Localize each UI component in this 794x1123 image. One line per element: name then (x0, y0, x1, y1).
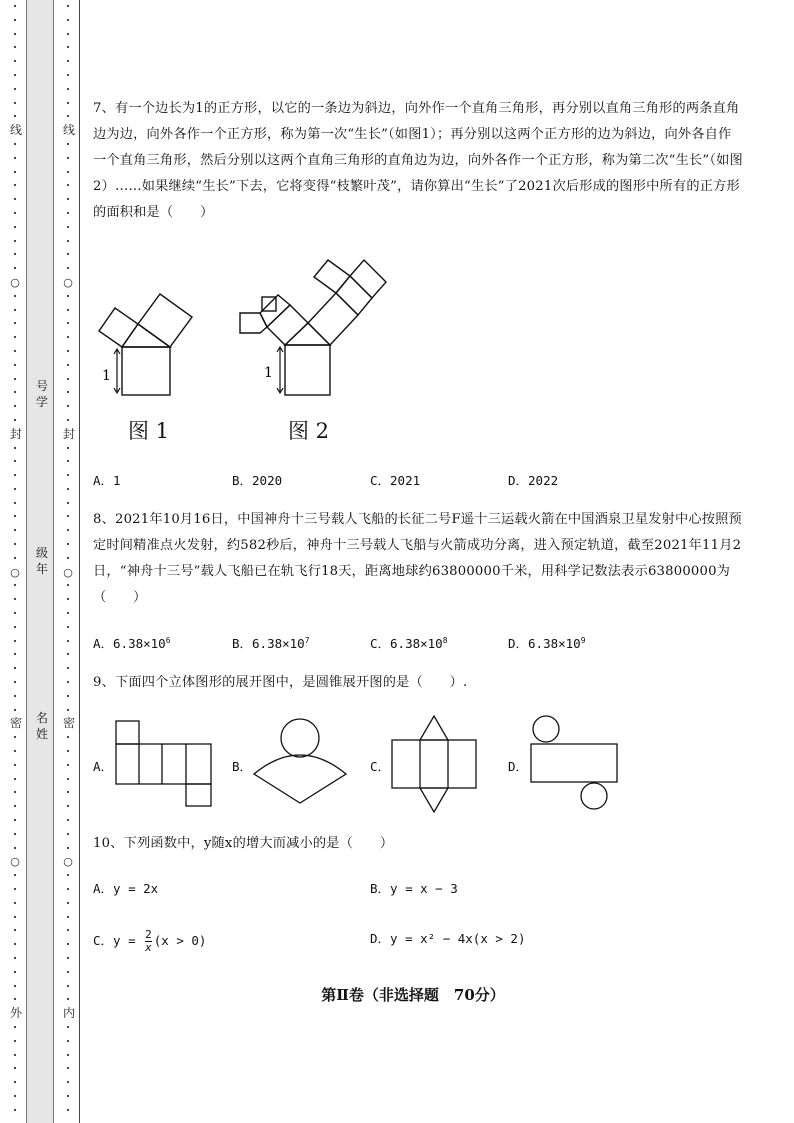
q8-option-b[interactable]: B．$6.38\times 10^7$ (232, 635, 310, 651)
label-name: 名姓 (35, 711, 48, 741)
q8-option-d[interactable]: D．$6.38\times 10^9$ (508, 635, 586, 651)
q10-option-d[interactable]: D．y = x² − 4x(x > 2) (370, 931, 526, 946)
q9-option-b-label[interactable]: B． (232, 759, 253, 774)
q9-option-a-label[interactable]: A． (93, 759, 114, 774)
fig1-side-label: 1 (102, 368, 111, 384)
q9-option-d-net (528, 714, 620, 812)
q10-option-c[interactable]: C．y = $\frac{2}{x}$ (x > 0) (93, 928, 207, 954)
fig1-base-square (122, 347, 170, 395)
figure-1 (95, 290, 205, 405)
figure-2-caption: 图 2 (288, 419, 330, 443)
q8-option-a[interactable]: A．$6.38\times 10^6$ (93, 635, 171, 651)
fig1-left-square (99, 308, 138, 347)
question-8-text: 8、2021年10月16日，中国神舟十三号载人飞船的长征二号F遥十三运载火箭在中国酒泉卫星发射中心按照预定时间精准点火发射，约582秒后，神舟十三号载人飞船与火箭成功分离，进入预定轨道，截至2021年11月2日，“神舟十三号”载人飞船已在轨飞行18天，距离地球约63800000千米，用科学记数法表示63800000为（ ） (93, 512, 742, 605)
label-grade: 级年 (35, 546, 48, 576)
question-7-text: 7、有一个边长为1的正方形，以它的一条边为斜边，向外作一个直角三角形，再分别以直角三角形的两条直角边为边，向外各作一个正方形，称为第一次“生长”（如图1）；再分别以这两个正方形的边为斜边，向外各自作一个直角三角形，然后分别以这两个直角三角形的直角边为边，向外各作一个正方形，称为第二次“生长”（如图2）……如果继续“生长”下去，它将变得“枝繁叶茂”，请你算出“生长”了2021次后形成的图形中所有的正方形的面积和是（ ） (93, 101, 743, 220)
label-student-id: 号学 (35, 379, 48, 409)
q7-option-b[interactable]: B．2020 (232, 473, 283, 488)
figure-1-caption: 图 1 (128, 419, 170, 443)
q10-option-a[interactable]: A．y = 2x (93, 881, 159, 896)
figure-2 (230, 255, 390, 405)
q9-option-c-label[interactable]: C． (370, 759, 391, 774)
q10-option-b[interactable]: B．y = x − 3 (370, 881, 458, 896)
q7-option-c[interactable]: C．2021 (370, 473, 421, 488)
question-10-text: 10、下列函数中，y随x的增大而减小的是（ ） (93, 836, 394, 851)
q7-option-d[interactable]: D．2022 (508, 473, 559, 488)
q9-option-b-net (250, 716, 350, 811)
fig1-right-square (138, 294, 192, 347)
fig2-side-label: 1 (264, 365, 273, 381)
q9-option-d-label[interactable]: D． (508, 759, 529, 774)
q7-option-a[interactable]: A．1 (93, 473, 121, 488)
left-dot-column: · · · · · · · · · 线 · · · · · · · · · · ○ · · · · · · · · · · 封 · · · · · · · · · ○ · · · · · · · · · · 密 · · · · · · · · · ○ · · · · · · · · · · 外 · · · · · · · (10, 0, 23, 1117)
section-title: 第Ⅱ卷（非选择题 70分） (321, 986, 505, 1004)
q8-option-c[interactable]: C．$6.38\times 10^8$ (370, 635, 448, 651)
q9-option-c-net (390, 714, 480, 814)
right-dot-column: · · · · · · · · · 线 · · · · · · · · · · ○ · · · · · · · · · · 封 · · · · · · · · · ○ · · · · · · · · · · 密 · · · · · · · · · ○ · · · · · · · · · · 内 · · · · · · · (63, 0, 76, 1117)
question-9-text: 9、下面四个立体图形的展开图中，是圆锥展开图的是（ ）. (93, 675, 468, 690)
margin-line (79, 0, 80, 1123)
q9-option-a-net (115, 720, 215, 808)
